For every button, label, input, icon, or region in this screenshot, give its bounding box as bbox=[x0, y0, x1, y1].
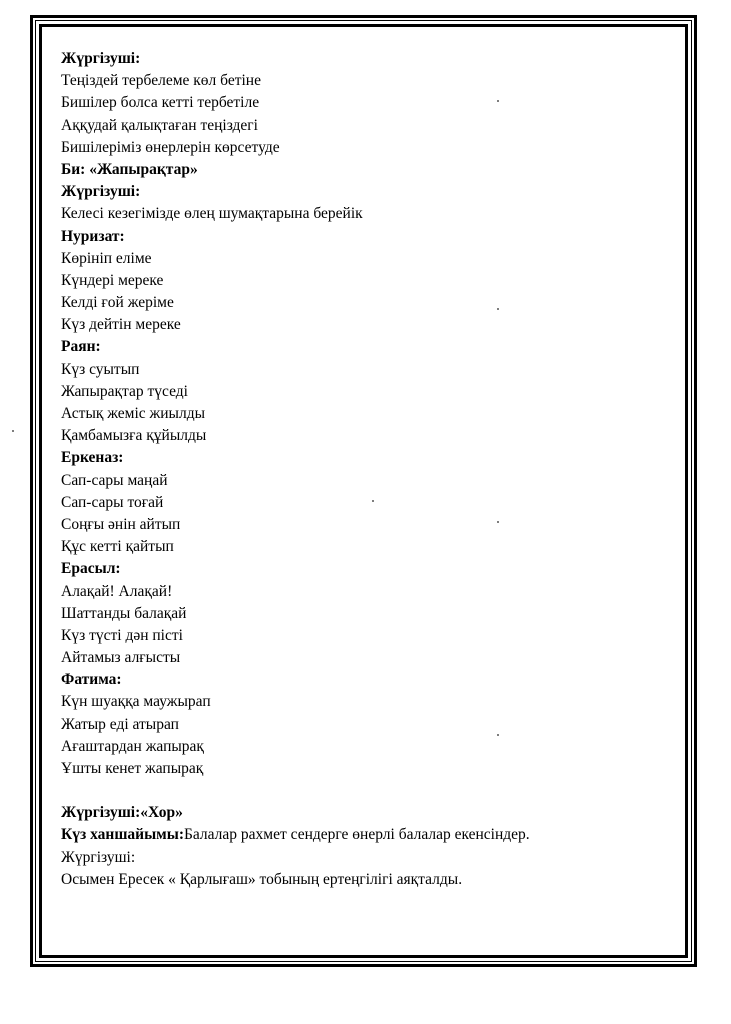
verse-line: Қамбамызға құйылды bbox=[61, 427, 207, 445]
speaker-label-nurizat: Нуризат: bbox=[61, 227, 125, 245]
verse-line: Сап-сары маңай bbox=[61, 471, 168, 489]
speaker-label-host: Жүргізуші: bbox=[61, 183, 141, 201]
dance-title: Би: «Жапырақтар» bbox=[61, 160, 198, 178]
verse-line: Құс кетті қайтып bbox=[61, 538, 174, 556]
speaker-label-host-plain: Жүргізуші: bbox=[61, 848, 136, 866]
verse-line: Күз түсті дән пісті bbox=[61, 626, 183, 644]
verse-line: Сап-сары тоғай bbox=[61, 493, 164, 511]
closing-line: Осымен Ересек « Қарлығаш» тобының ертеңгілігі аяқталды. bbox=[61, 870, 463, 888]
verse-line: Келесі кезегімізде өлең шумақтарына берейік bbox=[61, 205, 363, 223]
verse-line: Жапырақтар түседі bbox=[61, 382, 188, 400]
queen-speech bbox=[61, 824, 671, 846]
speaker-label-host: Жүргізуші: bbox=[61, 50, 141, 67]
verse-line: Күн шуаққа маужырап bbox=[61, 693, 211, 711]
chorus-label: Жүргізуші:«Хор» bbox=[61, 804, 183, 822]
verse-line: Шаттанды балақай bbox=[61, 604, 187, 622]
verse-line: Теңіздей тербелеме көл бетіне bbox=[61, 72, 261, 90]
blank-line bbox=[61, 780, 671, 802]
verse-line: Айтамыз алғысты bbox=[61, 649, 181, 667]
verse-line: Күндері мереке bbox=[61, 271, 164, 289]
verse-line: Жатыр еді атырап bbox=[61, 715, 179, 733]
verse-line: Алақай! Алақай! bbox=[61, 582, 173, 600]
speaker-label-fatima: Фатима: bbox=[61, 671, 122, 689]
verse-line: Келді ғой жеріме bbox=[61, 294, 174, 312]
document-body bbox=[61, 48, 671, 891]
speaker-label-erasyl: Ерасыл: bbox=[61, 560, 121, 578]
verse-line: Аққудай қалықтаған теңіздегі bbox=[61, 116, 258, 134]
verse-line: Күз суытып bbox=[61, 360, 140, 378]
verse-line: Бишілер болса кетті тербетіле bbox=[61, 94, 260, 112]
speaker-label-queen: Күз ханшайымы: bbox=[61, 826, 185, 844]
verse-line: Көрініп еліме bbox=[61, 249, 152, 267]
verse-line: Астық жеміс жиылды bbox=[61, 405, 205, 422]
verse-line: Соңғы әнін айтып bbox=[61, 515, 181, 533]
verse-line: Күз дейтін мереке bbox=[61, 316, 181, 334]
speaker-label-rayan: Раян: bbox=[61, 338, 101, 356]
scan-speck bbox=[12, 430, 14, 432]
speaker-label-erkenaz: Еркеназ: bbox=[61, 449, 124, 467]
verse-line: Бишілеріміз өнерлерін көрсетуде bbox=[61, 138, 280, 156]
verse-line: Ағаштардан жапырақ bbox=[61, 737, 204, 755]
queen-speech-text: Балалар рахмет сендерге өнерлі балалар екенсіндер. bbox=[184, 826, 530, 844]
verse-line: Ұшты кенет жапырақ bbox=[61, 760, 204, 777]
